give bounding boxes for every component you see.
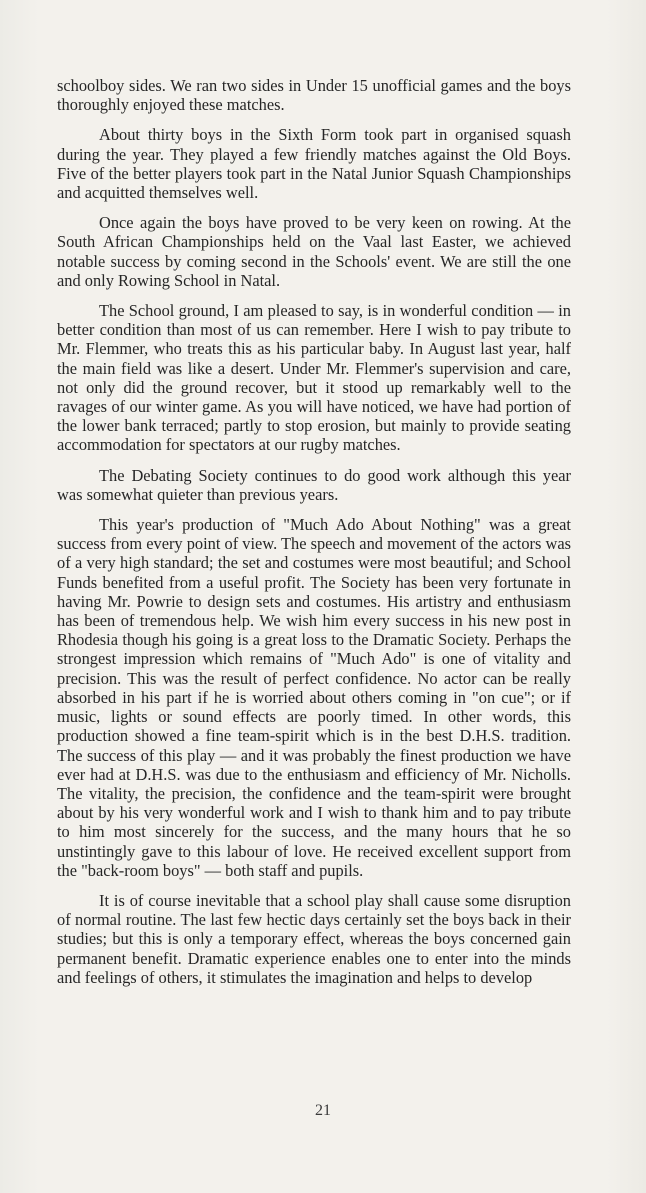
page-number: 21 — [315, 1102, 331, 1119]
paragraph-rugby-continued: schoolboy sides. We ran two sides in Under 15 unofficial games and the boys thoroughly enjoyed these matches. — [57, 76, 571, 115]
paragraph-school-play: This year's production of "Much Ado About Nothing" was a great success from every point of view. The speech and movement of the actors was of a very high standard; the set and costumes were most beautiful; and School Funds benefited from a useful profit. The Society has been very fortunate in having Mr. Powrie to design sets and costumes. His artistry and enthusiasm has been of tremendous help. We wish him every success in his new post in Rhodesia though his going is a great loss to the Dramatic Society. Perhaps the strongest impression which remains of "Much Ado" is one of vitality and precision. This was the result of perfect confidence. No actor can be really absorbed in his part if he is worried about others coming in "on cue"; or if music, lights or sound effects are poorly timed. In other words, this production showed a fine team-spirit which is in the best D.H.S. tradition. The success of this play — and it was probably the finest production we have ever had at D.H.S. was due to the enthusiasm and efficiency of Mr. Nicholls. The vitality, the precision, the confidence and the team-spirit were brought about by his very wonderful work and I wish to thank him and to pay tribute to him most sincerely for the success, and the many hours that he so unstintingly gave to this labour of love. He received excellent support from the "back-room boys" — both staff and pupils. — [57, 515, 571, 880]
paragraph-play-disruption: It is of course inevitable that a school play shall cause some disruption of normal routine. The last few hectic days certainly set the boys back in their studies; but this is only a temporary effect, whereas the boys concerned gain permanent benefit. Dramatic experience enables one to enter into the minds and feelings of others, it stimulates the imagination and helps to develop — [57, 890, 571, 987]
paragraph-rowing: Once again the boys have proved to be very keen on rowing. At the South African Championships held on the Vaal last Easter, we achieved notable success by coming second in the Schools' event. We are still the one and only Rowing School in Natal. — [57, 213, 571, 290]
paragraph-school-ground: The School ground, I am pleased to say, is in wonderful condition — in better condition than most of us can remember. Here I wish to pay tribute to Mr. Flemmer, who treats this as his particular baby. In August last year, half the main field was like a desert. Under Mr. Flemmer's supervision and care, not only did the ground recover, but it stood up remarkably well to the ravages of our winter game. As you will have noticed, we have had portion of the lower bank terraced; partly to stop erosion, but mainly to provide seating accommodation for spectators at our rugby matches. — [57, 301, 571, 455]
body-text — [57, 76, 571, 998]
paragraph-squash: About thirty boys in the Sixth Form took part in organised squash during the year. They played a few friendly matches against the Old Boys. Five of the better players took part in the Natal Junior Squash Championships and acquitted themselves well. — [57, 125, 571, 203]
paragraph-debating-society: The Debating Society continues to do good work although this year was somewhat quieter than previous years. — [57, 465, 571, 504]
